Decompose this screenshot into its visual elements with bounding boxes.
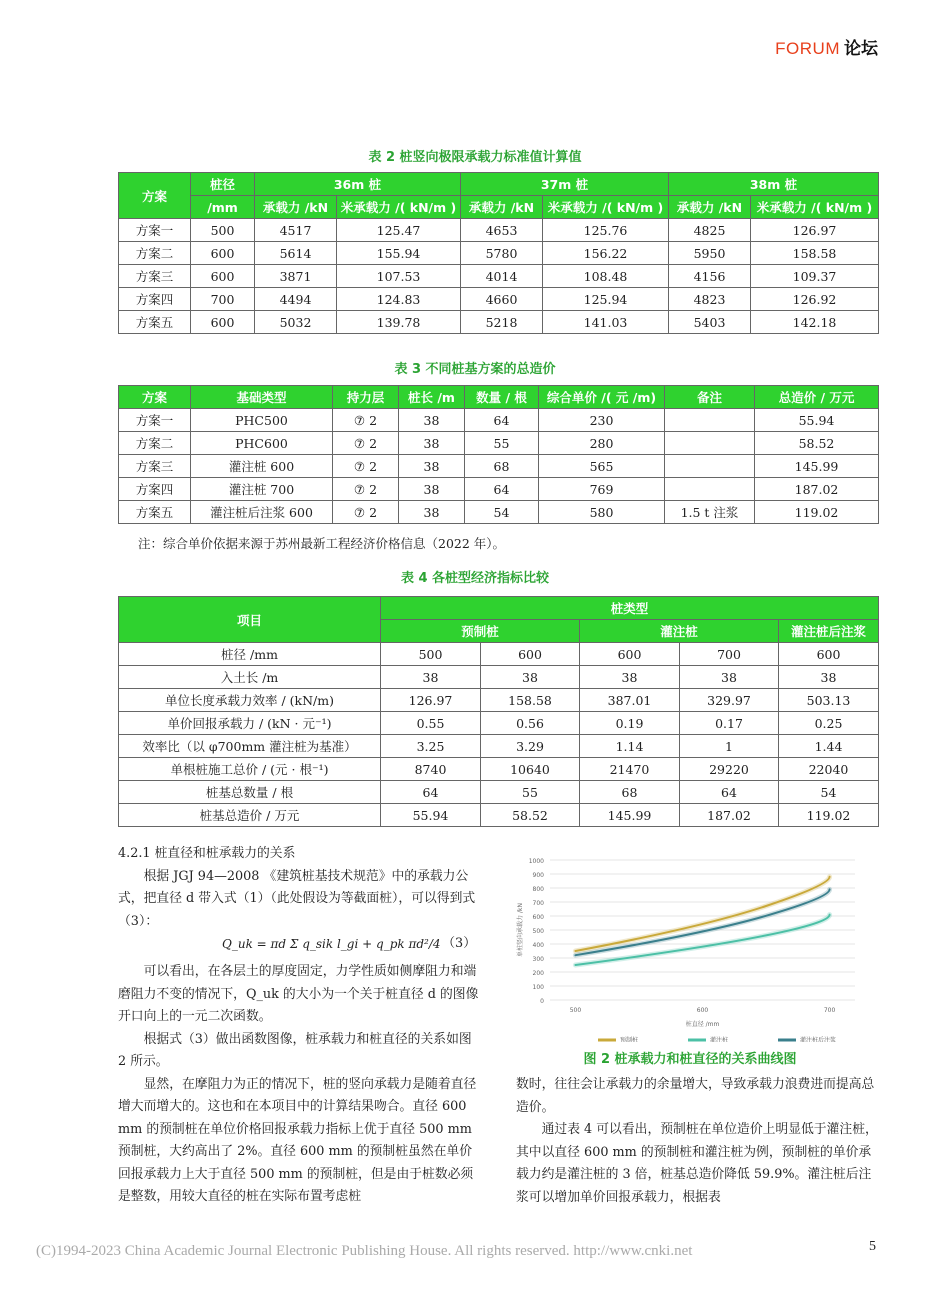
- table-cell: 效率比（以 φ700mm 灌注桩为基准）: [119, 735, 381, 758]
- x-tick-label: 700: [823, 1007, 836, 1014]
- table-cell: 55.94: [755, 409, 879, 432]
- table-cell: 4660: [461, 288, 543, 311]
- right-column: [516, 1074, 878, 1209]
- table-row: [119, 712, 879, 735]
- table-cell: 38: [399, 478, 465, 501]
- paragraph: 可以看出，在各层土的厚度固定，力学性质如侧摩阻力和端磨阻力不变的情况下，Q_uk 的大小为一个关于桩直径 d 的图像开口向上的一元二次函数。: [118, 964, 479, 1024]
- y-axis-label: 单桩竖向承载力 /kN: [517, 903, 524, 957]
- y-tick-label: 100: [532, 984, 544, 991]
- table-cell: 600: [481, 643, 580, 666]
- table-header-cell: 基础类型: [191, 386, 333, 409]
- equation-number: （3）: [442, 936, 476, 951]
- table-row: [119, 432, 879, 455]
- y-tick-label: 1000: [528, 858, 544, 865]
- legend-label-2: 灌注桩后注浆: [800, 1037, 837, 1042]
- table-cell: 54: [465, 501, 539, 524]
- t2-h-sub: 承载力 /kN: [255, 196, 337, 219]
- table-row: [119, 455, 879, 478]
- table-cell: 方案四: [119, 478, 191, 501]
- table-cell: 0.17: [680, 712, 779, 735]
- table-cell: 125.94: [543, 288, 669, 311]
- table-cell: 4494: [255, 288, 337, 311]
- table-cell: 600: [191, 265, 255, 288]
- table4-caption: 表 4 各桩型经济指标比较: [400, 571, 550, 586]
- table-cell: ⑦ 2: [333, 455, 399, 478]
- table-cell: 108.48: [543, 265, 669, 288]
- table-header-cell: 备注: [665, 386, 755, 409]
- table-row: [119, 689, 879, 712]
- table-cell: 桩基总造价 / 万元: [119, 804, 381, 827]
- table-cell: 145.99: [755, 455, 879, 478]
- table-cell: 方案五: [119, 501, 191, 524]
- table-cell: 280: [539, 432, 665, 455]
- table-cell: 187.02: [680, 804, 779, 827]
- table-cell: 方案二: [119, 432, 191, 455]
- table-header-cell: 持力层: [333, 386, 399, 409]
- table-row: [119, 409, 879, 432]
- table-cell: 方案一: [119, 409, 191, 432]
- figure-2: [510, 852, 870, 1042]
- figure-caption: 图 2 桩承载力和桩直径的关系曲线图: [583, 1052, 797, 1067]
- table-cell: 10640: [481, 758, 580, 781]
- table-cell: ⑦ 2: [333, 501, 399, 524]
- table-cell: 55.94: [381, 804, 481, 827]
- table-cell: 500: [191, 219, 255, 242]
- table-cell: 3.29: [481, 735, 580, 758]
- table-cell: 灌注桩后注浆 600: [191, 501, 333, 524]
- table-row: [119, 735, 879, 758]
- table-cell: 方案三: [119, 265, 191, 288]
- table-cell: 64: [680, 781, 779, 804]
- paragraph: 显然，在摩阻力为正的情况下，桩的竖向承载力是随着直径增大而增大的。这也和在本项目中的计算结果吻合。直径 600 mm 的预制桩在单位价格回报承载力指标上优于直径 500 mm 预制桩，大约高出了 2%。直径 600 mm 的预制桩虽然在单价回报承载力上大于直径 500 mm 的预制桩，但是由于桩数必须是整数，用较大直径的桩在实际布置考虑桩: [118, 1076, 477, 1204]
- table-cell: 55: [465, 432, 539, 455]
- table-cell: 142.18: [751, 311, 879, 334]
- t2-h-scheme: 方案: [119, 173, 191, 219]
- chart-svg: [510, 852, 870, 1042]
- table-cell: 700: [191, 288, 255, 311]
- paragraph: 根据 JGJ 94—2008 《建筑桩基技术规范》中的承载力公式，把直径 d 带入式（1）（此处假设为等截面桩），可以得到式（3）：: [118, 868, 476, 929]
- t4-h-item: 项目: [119, 597, 381, 643]
- table-cell: 0.19: [580, 712, 680, 735]
- table3-note: 注：综合单价依据来源于苏州最新工程经济价格信息（2022 年）。: [138, 536, 506, 551]
- table-cell: 38: [680, 666, 779, 689]
- table-cell: 64: [381, 781, 481, 804]
- table-cell: 38: [399, 455, 465, 478]
- table-cell: 187.02: [755, 478, 879, 501]
- table-cell: 126.97: [381, 689, 481, 712]
- t4-h-grouted: 灌注桩后注浆: [779, 620, 879, 643]
- table2: [118, 172, 879, 334]
- left-column: [118, 843, 480, 1209]
- table-cell: [665, 478, 755, 501]
- table-cell: 54: [779, 781, 879, 804]
- table-cell: 灌注桩 700: [191, 478, 333, 501]
- table-cell: 155.94: [337, 242, 461, 265]
- table-cell: 22040: [779, 758, 879, 781]
- table-cell: [665, 409, 755, 432]
- table-cell: 方案三: [119, 455, 191, 478]
- table4: [118, 596, 879, 827]
- table-cell: 灌注桩 600: [191, 455, 333, 478]
- table-cell: 64: [465, 409, 539, 432]
- table-cell: 58.52: [481, 804, 580, 827]
- table-cell: 600: [191, 242, 255, 265]
- table-cell: 38: [381, 666, 481, 689]
- table-cell: 0.55: [381, 712, 481, 735]
- table-header-cell: 数量 / 根: [465, 386, 539, 409]
- table-cell: 700: [680, 643, 779, 666]
- table-header-cell: 综合单价 /( 元 /m): [539, 386, 665, 409]
- table-cell: 139.78: [337, 311, 461, 334]
- x-tick-label: 500: [569, 1007, 582, 1014]
- x-axis-label: 桩直径 /mm: [685, 1021, 720, 1028]
- section-heading: 4.2.1 桩直径和桩承载力的关系: [118, 846, 296, 861]
- table-cell: 38: [399, 409, 465, 432]
- table-cell: 600: [191, 311, 255, 334]
- table-cell: 单位长度承载力效率 / (kN/m): [119, 689, 381, 712]
- y-tick-label: 800: [532, 886, 544, 893]
- table-cell: 1.14: [580, 735, 680, 758]
- table-cell: 5780: [461, 242, 543, 265]
- legend-label-0: 预制桩: [620, 1037, 639, 1042]
- table-cell: 5950: [669, 242, 751, 265]
- t2-h-sub: 承载力 /kN: [461, 196, 543, 219]
- journal-header: [775, 34, 878, 59]
- table-cell: 1.5 t 注浆: [665, 501, 755, 524]
- table-cell: 158.58: [481, 689, 580, 712]
- t2-h-sub: 米承载力 /( kN/m ): [543, 196, 669, 219]
- table-cell: 565: [539, 455, 665, 478]
- table-cell: 156.22: [543, 242, 669, 265]
- table-cell: 1: [680, 735, 779, 758]
- table-cell: 方案一: [119, 219, 191, 242]
- table-cell: 5614: [255, 242, 337, 265]
- table-cell: 500: [381, 643, 481, 666]
- table3: [118, 385, 879, 524]
- table-cell: 124.83: [337, 288, 461, 311]
- table-cell: 0.56: [481, 712, 580, 735]
- y-tick-label: 700: [532, 900, 544, 907]
- table-cell: 145.99: [580, 804, 680, 827]
- equation-text: Q_uk = πd Σ q_sik l_gi + q_pk πd²/4: [222, 937, 441, 951]
- table-cell: 125.76: [543, 219, 669, 242]
- x-tick-label: 600: [696, 1007, 709, 1014]
- table-cell: 8740: [381, 758, 481, 781]
- table-header-cell: 方案: [119, 386, 191, 409]
- table-cell: 503.13: [779, 689, 879, 712]
- table-cell: 4825: [669, 219, 751, 242]
- paragraph: 数时，往往会让承载力的余量增大，导致承载力浪费进而提高总造价。: [516, 1077, 875, 1115]
- table-cell: 单根桩施工总价 / (元 · 根⁻¹): [119, 758, 381, 781]
- table-row: [119, 242, 879, 265]
- table-cell: 68: [580, 781, 680, 804]
- table-cell: 方案四: [119, 288, 191, 311]
- t2-h-dia-unit: /mm: [191, 196, 255, 219]
- y-tick-label: 200: [532, 970, 544, 977]
- y-tick-label: 900: [532, 872, 544, 879]
- table-cell: 119.02: [755, 501, 879, 524]
- paragraph: 根据式（3）做出函数图像，桩承载力和桩直径的关系如图 2 所示。: [118, 1031, 472, 1069]
- table-cell: 4517: [255, 219, 337, 242]
- table-cell: 入土长 /m: [119, 666, 381, 689]
- legend-label-1: 灌注桩: [710, 1037, 729, 1042]
- table-cell: 5218: [461, 311, 543, 334]
- paragraph: 通过表 4 可以看出，预制桩在单位造价上明显低于灌注桩，其中以直径 600 mm 的预制桩和灌注桩为例，预制桩的单价承载力约是灌注桩的 3 倍，桩基总造价降低 59.9%。灌注桩后注浆可以增加单价回报承载力，根据表: [516, 1122, 878, 1205]
- t2-h-group: 36m 桩: [255, 173, 461, 196]
- copyright: (C)1994-2023 China Academic Journal Electronic Publishing House. All rights reserved. http://www.cnki.net: [36, 1243, 693, 1259]
- header-forum: FORUM: [775, 39, 840, 58]
- table-cell: 68: [465, 455, 539, 478]
- table-header-cell: 总造价 / 万元: [755, 386, 879, 409]
- y-tick-label: 400: [532, 942, 544, 949]
- table-row: [119, 643, 879, 666]
- table-cell: 126.92: [751, 288, 879, 311]
- table-cell: 4653: [461, 219, 543, 242]
- table-cell: 桩基总数量 / 根: [119, 781, 381, 804]
- table-cell: 158.58: [751, 242, 879, 265]
- table-cell: 109.37: [751, 265, 879, 288]
- table-cell: 3871: [255, 265, 337, 288]
- table-row: [119, 781, 879, 804]
- table-row: [119, 219, 879, 242]
- table-cell: 38: [399, 432, 465, 455]
- table-cell: PHC500: [191, 409, 333, 432]
- table-cell: 3.25: [381, 735, 481, 758]
- y-tick-label: 500: [532, 928, 544, 935]
- equation: [118, 933, 480, 961]
- t2-h-group: 37m 桩: [461, 173, 669, 196]
- table-cell: 5032: [255, 311, 337, 334]
- table-cell: 方案五: [119, 311, 191, 334]
- table2-caption: 表 2 桩竖向极限承载力标准值计算值: [368, 150, 582, 165]
- y-tick-label: 0: [540, 998, 544, 1005]
- table-cell: 600: [779, 643, 879, 666]
- table-cell: 21470: [580, 758, 680, 781]
- table-cell: 769: [539, 478, 665, 501]
- table-cell: 29220: [680, 758, 779, 781]
- table-cell: 230: [539, 409, 665, 432]
- t2-h-group: 38m 桩: [669, 173, 879, 196]
- table-cell: 126.97: [751, 219, 879, 242]
- t2-h-sub: 承载力 /kN: [669, 196, 751, 219]
- table-cell: [665, 432, 755, 455]
- table-cell: 38: [399, 501, 465, 524]
- table-cell: ⑦ 2: [333, 478, 399, 501]
- t2-h-sub: 米承载力 /( kN/m ): [337, 196, 461, 219]
- table-cell: 64: [465, 478, 539, 501]
- header-lunta: 论坛: [844, 39, 878, 58]
- y-tick-label: 300: [532, 956, 544, 963]
- table-cell: PHC600: [191, 432, 333, 455]
- y-tick-label: 600: [532, 914, 544, 921]
- table-header-cell: 桩长 /m: [399, 386, 465, 409]
- table-cell: 141.03: [543, 311, 669, 334]
- table-cell: 方案二: [119, 242, 191, 265]
- table-row: [119, 666, 879, 689]
- table-cell: 387.01: [580, 689, 680, 712]
- table-cell: ⑦ 2: [333, 409, 399, 432]
- table-cell: 329.97: [680, 689, 779, 712]
- table-row: [119, 311, 879, 334]
- table-cell: 107.53: [337, 265, 461, 288]
- table-cell: 0.25: [779, 712, 879, 735]
- table-cell: 58.52: [755, 432, 879, 455]
- table-cell: 单价回报承载力 / (kN · 元⁻¹): [119, 712, 381, 735]
- table-row: [119, 804, 879, 827]
- table-cell: 55: [481, 781, 580, 804]
- table-cell: 38: [779, 666, 879, 689]
- t4-h-precast: 预制桩: [381, 620, 580, 643]
- table-cell: [665, 455, 755, 478]
- table-cell: 4823: [669, 288, 751, 311]
- table-cell: 38: [580, 666, 680, 689]
- table3-caption: 表 3 不同桩基方案的总造价: [394, 362, 556, 377]
- t4-h-type: 桩类型: [381, 597, 879, 620]
- table-row: [119, 265, 879, 288]
- table-cell: 580: [539, 501, 665, 524]
- t2-h-dia: 桩径: [191, 173, 255, 196]
- table-cell: 4156: [669, 265, 751, 288]
- table-cell: 1.44: [779, 735, 879, 758]
- table-cell: 38: [481, 666, 580, 689]
- table-cell: 600: [580, 643, 680, 666]
- table-row: [119, 478, 879, 501]
- table-cell: 4014: [461, 265, 543, 288]
- table-cell: 119.02: [779, 804, 879, 827]
- table-row: [119, 288, 879, 311]
- table-cell: 125.47: [337, 219, 461, 242]
- table-cell: 桩径 /mm: [119, 643, 381, 666]
- table-row: [119, 501, 879, 524]
- table-cell: 5403: [669, 311, 751, 334]
- page-number: 5: [869, 1239, 876, 1254]
- t2-h-sub: 米承载力 /( kN/m ): [751, 196, 879, 219]
- table-cell: ⑦ 2: [333, 432, 399, 455]
- table-row: [119, 758, 879, 781]
- t4-h-bored: 灌注桩: [580, 620, 779, 643]
